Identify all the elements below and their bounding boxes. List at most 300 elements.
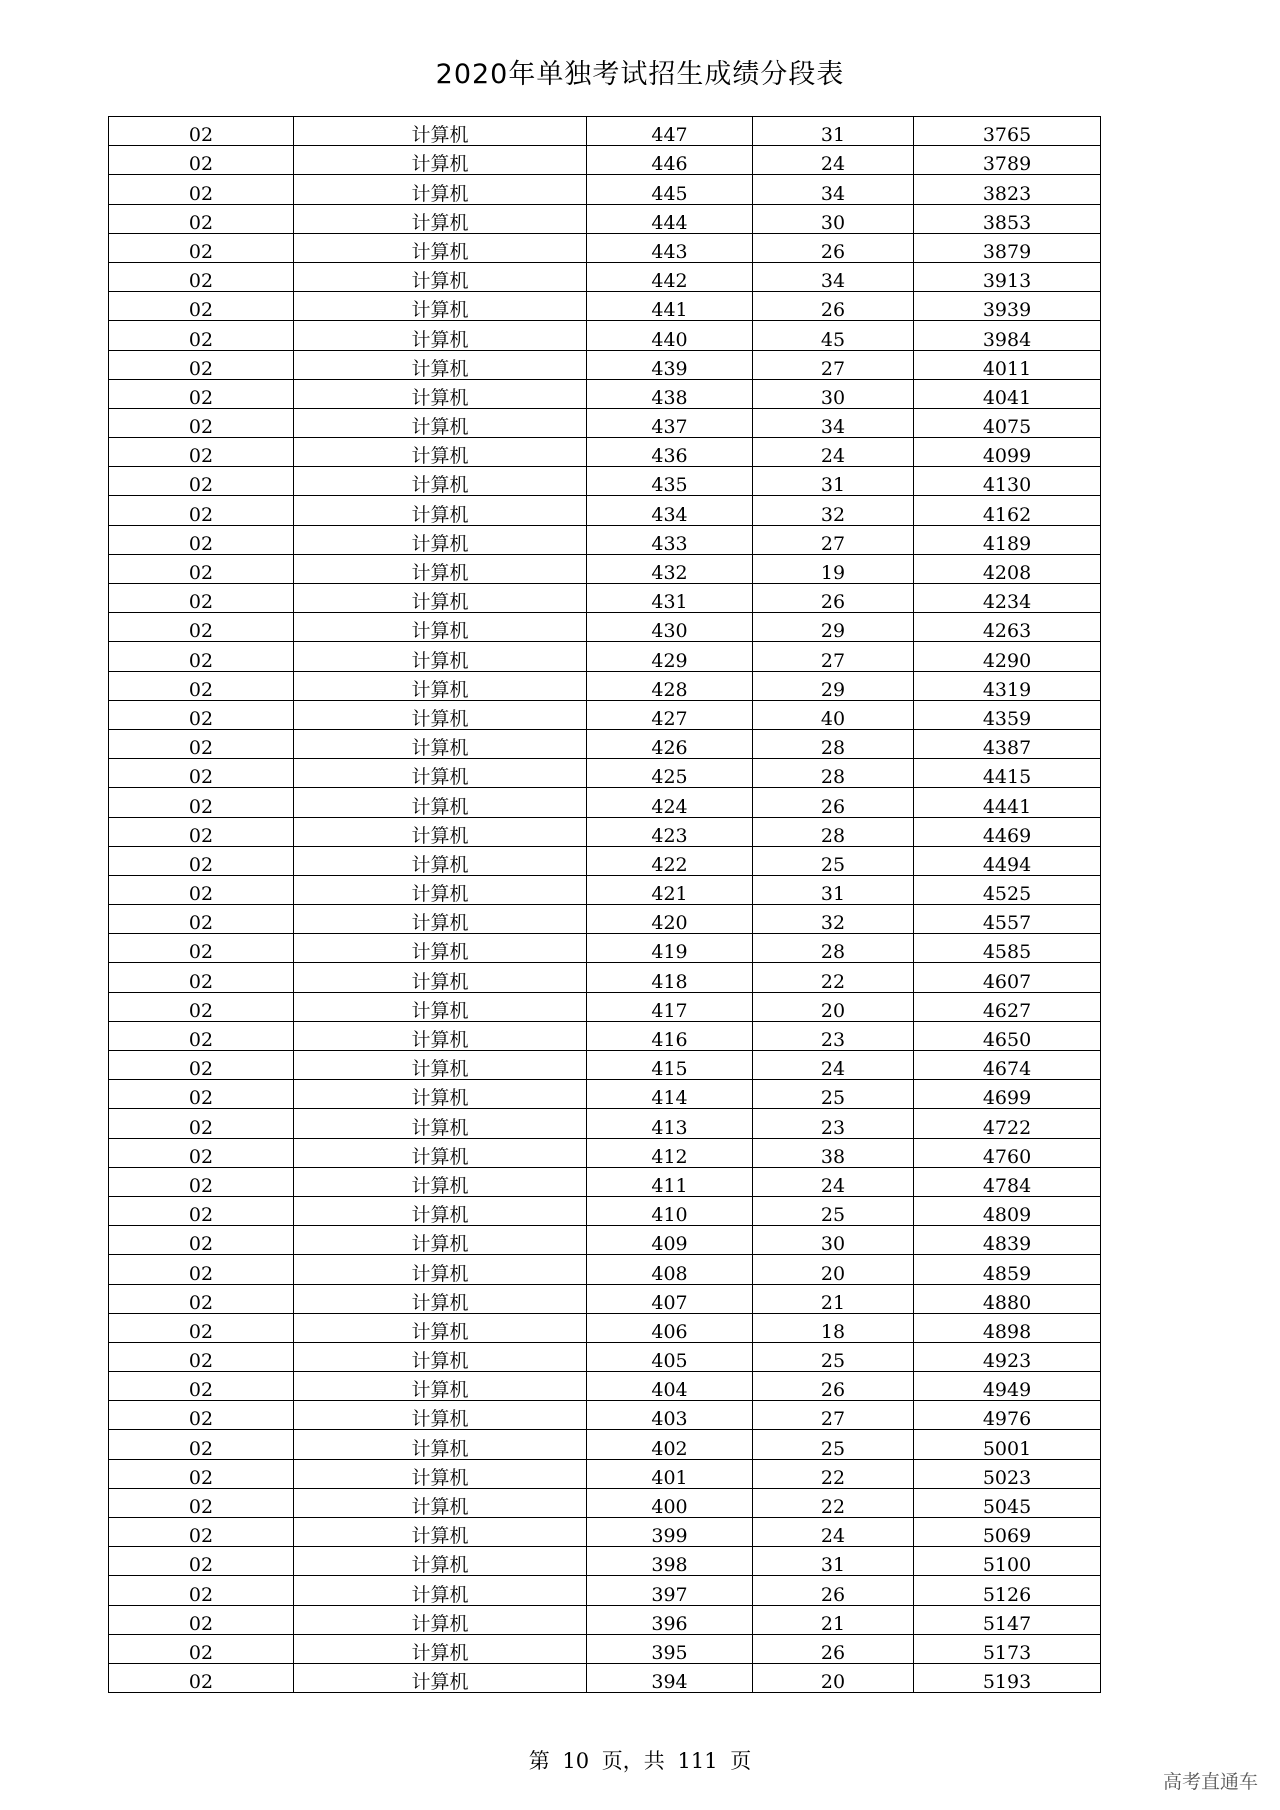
- score-cell: 422: [587, 846, 753, 875]
- cumulative-cell: 4585: [914, 934, 1101, 963]
- score-cell: 423: [587, 817, 753, 846]
- cumulative-cell: 4627: [914, 992, 1101, 1021]
- category-code-cell: 02: [109, 1196, 294, 1225]
- cumulative-cell: 4041: [914, 379, 1101, 408]
- count-cell: 20: [753, 992, 914, 1021]
- count-cell: 22: [753, 1459, 914, 1488]
- subject-cell: 计算机: [294, 642, 587, 671]
- category-code-cell: 02: [109, 525, 294, 554]
- category-code-cell: 02: [109, 788, 294, 817]
- category-code-cell: 02: [109, 1576, 294, 1605]
- subject-cell: 计算机: [294, 146, 587, 175]
- cumulative-cell: 5100: [914, 1547, 1101, 1576]
- cumulative-cell: 5193: [914, 1663, 1101, 1692]
- count-cell: 25: [753, 1080, 914, 1109]
- table-row: [109, 292, 1101, 321]
- category-code-cell: 02: [109, 1284, 294, 1313]
- category-code-cell: 02: [109, 379, 294, 408]
- table-row: [109, 1255, 1101, 1284]
- category-code-cell: 02: [109, 1051, 294, 1080]
- table-row: [109, 613, 1101, 642]
- score-cell: 440: [587, 321, 753, 350]
- count-cell: 20: [753, 1255, 914, 1284]
- table-row: [109, 671, 1101, 700]
- subject-cell: 计算机: [294, 408, 587, 437]
- table-row: [109, 1021, 1101, 1050]
- table-row: [109, 1342, 1101, 1371]
- score-cell: 406: [587, 1313, 753, 1342]
- subject-cell: 计算机: [294, 1167, 587, 1196]
- count-cell: 22: [753, 1488, 914, 1517]
- count-cell: 22: [753, 963, 914, 992]
- cumulative-cell: 4263: [914, 613, 1101, 642]
- table-row: [109, 1196, 1101, 1225]
- cumulative-cell: 4699: [914, 1080, 1101, 1109]
- category-code-cell: 02: [109, 905, 294, 934]
- count-cell: 27: [753, 642, 914, 671]
- category-code-cell: 02: [109, 817, 294, 846]
- score-cell: 412: [587, 1138, 753, 1167]
- score-cell: 394: [587, 1663, 753, 1692]
- cumulative-cell: 5045: [914, 1488, 1101, 1517]
- table-row: [109, 759, 1101, 788]
- table-row: [109, 117, 1101, 146]
- cumulative-cell: 4976: [914, 1401, 1101, 1430]
- score-table-body: [109, 117, 1101, 1693]
- score-cell: 428: [587, 671, 753, 700]
- category-code-cell: 02: [109, 1547, 294, 1576]
- table-row: [109, 992, 1101, 1021]
- score-cell: 413: [587, 1109, 753, 1138]
- count-cell: 24: [753, 1518, 914, 1547]
- score-cell: 401: [587, 1459, 753, 1488]
- count-cell: 25: [753, 1196, 914, 1225]
- category-code-cell: 02: [109, 1226, 294, 1255]
- table-row: [109, 408, 1101, 437]
- category-code-cell: 02: [109, 262, 294, 291]
- category-code-cell: 02: [109, 1080, 294, 1109]
- table-row: [109, 788, 1101, 817]
- score-cell: 434: [587, 496, 753, 525]
- table-row: [109, 1109, 1101, 1138]
- category-code-cell: 02: [109, 1663, 294, 1692]
- subject-cell: 计算机: [294, 1488, 587, 1517]
- cumulative-cell: 4494: [914, 846, 1101, 875]
- subject-cell: 计算机: [294, 759, 587, 788]
- table-row: [109, 146, 1101, 175]
- subject-cell: 计算机: [294, 1605, 587, 1634]
- count-cell: 26: [753, 1576, 914, 1605]
- cumulative-cell: 4469: [914, 817, 1101, 846]
- score-cell: 431: [587, 584, 753, 613]
- subject-cell: 计算机: [294, 613, 587, 642]
- table-row: [109, 467, 1101, 496]
- table-row: [109, 1488, 1101, 1517]
- count-cell: 25: [753, 1430, 914, 1459]
- subject-cell: 计算机: [294, 262, 587, 291]
- score-cell: 408: [587, 1255, 753, 1284]
- subject-cell: 计算机: [294, 1634, 587, 1663]
- category-code-cell: 02: [109, 467, 294, 496]
- category-code-cell: 02: [109, 321, 294, 350]
- count-cell: 31: [753, 467, 914, 496]
- subject-cell: 计算机: [294, 1663, 587, 1692]
- count-cell: 31: [753, 1547, 914, 1576]
- table-row: [109, 379, 1101, 408]
- table-row: [109, 846, 1101, 875]
- table-row: [109, 554, 1101, 583]
- table-row: [109, 1401, 1101, 1430]
- cumulative-cell: 4099: [914, 438, 1101, 467]
- table-row: [109, 1080, 1101, 1109]
- count-cell: 28: [753, 759, 914, 788]
- score-cell: 402: [587, 1430, 753, 1459]
- category-code-cell: 02: [109, 1401, 294, 1430]
- page-title: 2020年单独考试招生成绩分段表: [435, 59, 845, 90]
- category-code-cell: 02: [109, 584, 294, 613]
- score-cell: 436: [587, 438, 753, 467]
- count-cell: 26: [753, 1634, 914, 1663]
- cumulative-cell: 4809: [914, 1196, 1101, 1225]
- count-cell: 30: [753, 1226, 914, 1255]
- count-cell: 24: [753, 438, 914, 467]
- cumulative-cell: 4359: [914, 700, 1101, 729]
- count-cell: 27: [753, 1401, 914, 1430]
- subject-cell: 计算机: [294, 1284, 587, 1313]
- cumulative-cell: 4319: [914, 671, 1101, 700]
- count-cell: 29: [753, 671, 914, 700]
- score-cell: 414: [587, 1080, 753, 1109]
- category-code-cell: 02: [109, 1459, 294, 1488]
- count-cell: 24: [753, 1167, 914, 1196]
- count-cell: 34: [753, 262, 914, 291]
- category-code-cell: 02: [109, 1109, 294, 1138]
- score-cell: 435: [587, 467, 753, 496]
- table-row: [109, 700, 1101, 729]
- subject-cell: 计算机: [294, 1313, 587, 1342]
- cumulative-cell: 4859: [914, 1255, 1101, 1284]
- table-row: [109, 262, 1101, 291]
- table-row: [109, 905, 1101, 934]
- count-cell: 26: [753, 788, 914, 817]
- score-cell: 432: [587, 554, 753, 583]
- score-cell: 438: [587, 379, 753, 408]
- count-cell: 21: [753, 1605, 914, 1634]
- subject-cell: 计算机: [294, 175, 587, 204]
- category-code-cell: 02: [109, 992, 294, 1021]
- count-cell: 24: [753, 1051, 914, 1080]
- category-code-cell: 02: [109, 934, 294, 963]
- category-code-cell: 02: [109, 846, 294, 875]
- cumulative-cell: 3913: [914, 262, 1101, 291]
- cumulative-cell: 4839: [914, 1226, 1101, 1255]
- score-cell: 411: [587, 1167, 753, 1196]
- cumulative-cell: 3879: [914, 233, 1101, 262]
- subject-cell: 计算机: [294, 1196, 587, 1225]
- subject-cell: 计算机: [294, 1430, 587, 1459]
- subject-cell: 计算机: [294, 875, 587, 904]
- count-cell: 26: [753, 292, 914, 321]
- score-cell: 430: [587, 613, 753, 642]
- table-row: [109, 204, 1101, 233]
- count-cell: 23: [753, 1021, 914, 1050]
- cumulative-cell: 5173: [914, 1634, 1101, 1663]
- table-row: [109, 1576, 1101, 1605]
- table-row: [109, 1547, 1101, 1576]
- subject-cell: 计算机: [294, 1051, 587, 1080]
- count-cell: 31: [753, 117, 914, 146]
- cumulative-cell: 4898: [914, 1313, 1101, 1342]
- subject-cell: 计算机: [294, 1138, 587, 1167]
- cumulative-cell: 4387: [914, 729, 1101, 758]
- table-row: [109, 1138, 1101, 1167]
- score-cell: 407: [587, 1284, 753, 1313]
- score-cell: 409: [587, 1226, 753, 1255]
- cumulative-cell: 4075: [914, 408, 1101, 437]
- table-row: [109, 175, 1101, 204]
- category-code-cell: 02: [109, 117, 294, 146]
- count-cell: 30: [753, 204, 914, 233]
- cumulative-cell: 5069: [914, 1518, 1101, 1547]
- category-code-cell: 02: [109, 204, 294, 233]
- count-cell: 32: [753, 496, 914, 525]
- watermark: 高考直通车: [1162, 1771, 1258, 1793]
- table-row: [109, 233, 1101, 262]
- category-code-cell: 02: [109, 1167, 294, 1196]
- table-row: [109, 1459, 1101, 1488]
- subject-cell: 计算机: [294, 1547, 587, 1576]
- score-cell: 410: [587, 1196, 753, 1225]
- cumulative-cell: 4441: [914, 788, 1101, 817]
- count-cell: 27: [753, 525, 914, 554]
- subject-cell: 计算机: [294, 584, 587, 613]
- count-cell: 31: [753, 875, 914, 904]
- count-cell: 21: [753, 1284, 914, 1313]
- count-cell: 19: [753, 554, 914, 583]
- score-cell: 417: [587, 992, 753, 1021]
- category-code-cell: 02: [109, 1372, 294, 1401]
- cumulative-cell: 5001: [914, 1430, 1101, 1459]
- table-row: [109, 817, 1101, 846]
- cumulative-cell: 4189: [914, 525, 1101, 554]
- table-row: [109, 1430, 1101, 1459]
- subject-cell: 计算机: [294, 905, 587, 934]
- cumulative-cell: 5126: [914, 1576, 1101, 1605]
- subject-cell: 计算机: [294, 233, 587, 262]
- cumulative-cell: 4607: [914, 963, 1101, 992]
- score-cell: 416: [587, 1021, 753, 1050]
- cumulative-cell: 5147: [914, 1605, 1101, 1634]
- count-cell: 26: [753, 233, 914, 262]
- category-code-cell: 02: [109, 408, 294, 437]
- table-row: [109, 584, 1101, 613]
- subject-cell: 计算机: [294, 1518, 587, 1547]
- table-row: [109, 525, 1101, 554]
- category-code-cell: 02: [109, 963, 294, 992]
- count-cell: 30: [753, 379, 914, 408]
- count-cell: 29: [753, 613, 914, 642]
- score-cell: 447: [587, 117, 753, 146]
- table-row: [109, 1663, 1101, 1692]
- table-row: [109, 875, 1101, 904]
- cumulative-cell: 4234: [914, 584, 1101, 613]
- subject-cell: 计算机: [294, 729, 587, 758]
- category-code-cell: 02: [109, 1634, 294, 1663]
- subject-cell: 计算机: [294, 1342, 587, 1371]
- table-row: [109, 1226, 1101, 1255]
- subject-cell: 计算机: [294, 438, 587, 467]
- score-cell: 444: [587, 204, 753, 233]
- cumulative-cell: 4130: [914, 467, 1101, 496]
- score-cell: 439: [587, 350, 753, 379]
- cumulative-cell: 3823: [914, 175, 1101, 204]
- count-cell: 28: [753, 817, 914, 846]
- count-cell: 26: [753, 1372, 914, 1401]
- count-cell: 34: [753, 408, 914, 437]
- subject-cell: 计算机: [294, 204, 587, 233]
- score-cell: 404: [587, 1372, 753, 1401]
- category-code-cell: 02: [109, 1021, 294, 1050]
- count-cell: 38: [753, 1138, 914, 1167]
- category-code-cell: 02: [109, 1313, 294, 1342]
- table-row: [109, 1167, 1101, 1196]
- score-cell: 441: [587, 292, 753, 321]
- count-cell: 45: [753, 321, 914, 350]
- category-code-cell: 02: [109, 642, 294, 671]
- count-cell: 40: [753, 700, 914, 729]
- subject-cell: 计算机: [294, 321, 587, 350]
- subject-cell: 计算机: [294, 963, 587, 992]
- table-row: [109, 1518, 1101, 1547]
- score-cell: 396: [587, 1605, 753, 1634]
- category-code-cell: 02: [109, 146, 294, 175]
- score-cell: 415: [587, 1051, 753, 1080]
- cumulative-cell: 4949: [914, 1372, 1101, 1401]
- table-row: [109, 1313, 1101, 1342]
- cumulative-cell: 4650: [914, 1021, 1101, 1050]
- table-row: [109, 729, 1101, 758]
- count-cell: 25: [753, 846, 914, 875]
- category-code-cell: 02: [109, 875, 294, 904]
- cumulative-cell: 4880: [914, 1284, 1101, 1313]
- table-row: [109, 963, 1101, 992]
- cumulative-cell: 4525: [914, 875, 1101, 904]
- count-cell: 23: [753, 1109, 914, 1138]
- count-cell: 24: [753, 146, 914, 175]
- score-cell: 405: [587, 1342, 753, 1371]
- score-cell: 419: [587, 934, 753, 963]
- score-table: [108, 116, 1101, 1693]
- subject-cell: 计算机: [294, 817, 587, 846]
- category-code-cell: 02: [109, 700, 294, 729]
- category-code-cell: 02: [109, 1342, 294, 1371]
- subject-cell: 计算机: [294, 525, 587, 554]
- table-row: [109, 438, 1101, 467]
- subject-cell: 计算机: [294, 350, 587, 379]
- score-cell: 443: [587, 233, 753, 262]
- table-row: [109, 350, 1101, 379]
- subject-cell: 计算机: [294, 292, 587, 321]
- category-code-cell: 02: [109, 613, 294, 642]
- score-cell: 427: [587, 700, 753, 729]
- cumulative-cell: 4760: [914, 1138, 1101, 1167]
- category-code-cell: 02: [109, 438, 294, 467]
- count-cell: 34: [753, 175, 914, 204]
- count-cell: 28: [753, 729, 914, 758]
- subject-cell: 计算机: [294, 467, 587, 496]
- subject-cell: 计算机: [294, 1401, 587, 1430]
- subject-cell: 计算机: [294, 1109, 587, 1138]
- score-cell: 445: [587, 175, 753, 204]
- table-row: [109, 642, 1101, 671]
- score-cell: 395: [587, 1634, 753, 1663]
- count-cell: 26: [753, 584, 914, 613]
- table-row: [109, 934, 1101, 963]
- score-cell: 429: [587, 642, 753, 671]
- table-row: [109, 1051, 1101, 1080]
- table-row: [109, 1372, 1101, 1401]
- score-cell: 446: [587, 146, 753, 175]
- cumulative-cell: 4162: [914, 496, 1101, 525]
- score-cell: 425: [587, 759, 753, 788]
- category-code-cell: 02: [109, 759, 294, 788]
- score-cell: 420: [587, 905, 753, 934]
- category-code-cell: 02: [109, 554, 294, 583]
- category-code-cell: 02: [109, 1605, 294, 1634]
- cumulative-cell: 4784: [914, 1167, 1101, 1196]
- score-cell: 400: [587, 1488, 753, 1517]
- subject-cell: 计算机: [294, 1372, 587, 1401]
- subject-cell: 计算机: [294, 554, 587, 583]
- cumulative-cell: 5023: [914, 1459, 1101, 1488]
- count-cell: 25: [753, 1342, 914, 1371]
- score-cell: 397: [587, 1576, 753, 1605]
- table-row: [109, 1634, 1101, 1663]
- cumulative-cell: 4415: [914, 759, 1101, 788]
- table-row: [109, 1605, 1101, 1634]
- subject-cell: 计算机: [294, 788, 587, 817]
- subject-cell: 计算机: [294, 1226, 587, 1255]
- category-code-cell: 02: [109, 1255, 294, 1284]
- count-cell: 32: [753, 905, 914, 934]
- score-cell: 418: [587, 963, 753, 992]
- category-code-cell: 02: [109, 496, 294, 525]
- count-cell: 27: [753, 350, 914, 379]
- table-row: [109, 496, 1101, 525]
- cumulative-cell: 3939: [914, 292, 1101, 321]
- subject-cell: 计算机: [294, 1255, 587, 1284]
- score-cell: 421: [587, 875, 753, 904]
- subject-cell: 计算机: [294, 1459, 587, 1488]
- cumulative-cell: 4722: [914, 1109, 1101, 1138]
- count-cell: 20: [753, 1663, 914, 1692]
- subject-cell: 计算机: [294, 496, 587, 525]
- subject-cell: 计算机: [294, 1021, 587, 1050]
- category-code-cell: 02: [109, 1138, 294, 1167]
- category-code-cell: 02: [109, 729, 294, 758]
- subject-cell: 计算机: [294, 671, 587, 700]
- cumulative-cell: 3853: [914, 204, 1101, 233]
- cumulative-cell: 4208: [914, 554, 1101, 583]
- cumulative-cell: 3984: [914, 321, 1101, 350]
- category-code-cell: 02: [109, 233, 294, 262]
- subject-cell: 计算机: [294, 992, 587, 1021]
- cumulative-cell: 4923: [914, 1342, 1101, 1371]
- score-cell: 424: [587, 788, 753, 817]
- cumulative-cell: 3789: [914, 146, 1101, 175]
- subject-cell: 计算机: [294, 1080, 587, 1109]
- category-code-cell: 02: [109, 1518, 294, 1547]
